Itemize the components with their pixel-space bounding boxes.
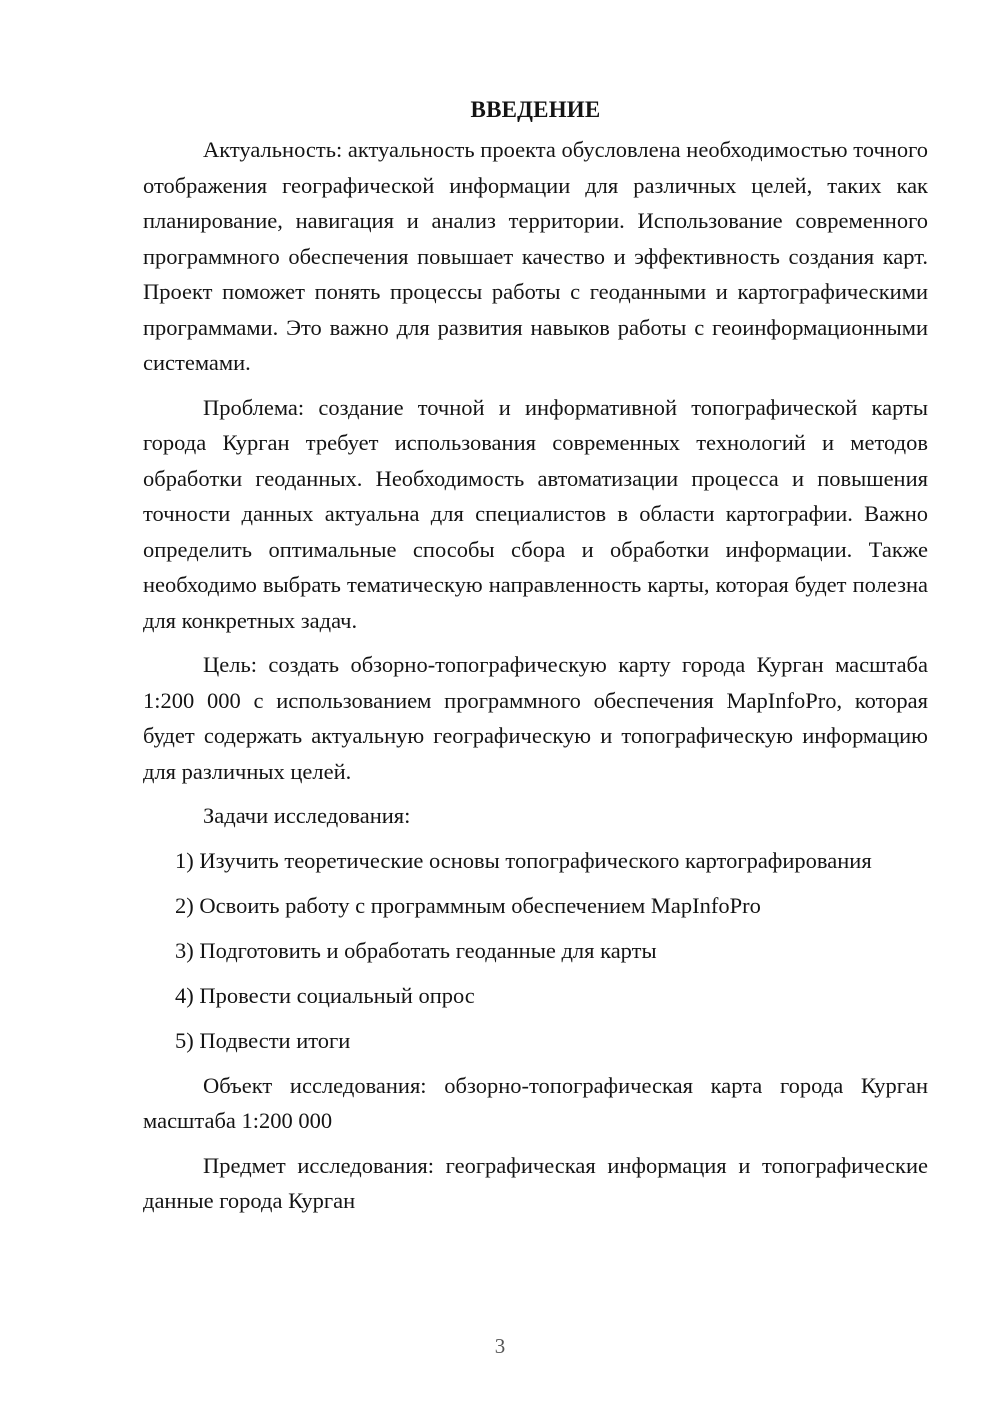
subject-paragraph: Предмет исследования: географическая информация и топографические данные города Курган (143, 1152, 928, 1213)
object-paragraph: Объект исследования: обзорно-топографическая карта города Курган масштаба 1:200 000 (143, 1072, 928, 1133)
task-item-4: 4) Провести социальный опрос (175, 982, 475, 1008)
section-title: ВВЕДЕНИЕ (470, 97, 601, 122)
task-item-3: 3) Подготовить и обработать геоданные для карты (175, 937, 657, 963)
tasks-heading: Задачи исследования: (203, 803, 411, 828)
page-number: 3 (494, 1334, 506, 1358)
problem-paragraph: Проблема: создание точной и информативной топографической карты города Курган требует использования современных технологий и методов обработки геоданных. Необходимость автоматизации процесса и повышения точности данных актуальна для специалистов в области картографии. Важно определить оптимальные способы сбора и обработки информации. Также необходимо выбрать тематическую направленность карты, которая будет полезна для конкретных задач. (143, 394, 928, 633)
document-page (143, 92, 928, 1228)
relevance-paragraph: Актуальность: актуальность проекта обусловлена необходимостью точного отображения географической информации для различных целей, таких как планирование, навигация и анализ территории. Использование современного программного обеспечения повышает качество и эффективность создания карт. Проект поможет понять процессы работы с геоданными и картографическими программами. Это важно для развития навыков работы с геоинформационными системами. (143, 137, 928, 375)
task-item-1: 1) Изучить теоретические основы топографического картографирования (175, 847, 872, 873)
task-item-5: 5) Подвести итоги (175, 1027, 351, 1053)
task-item-2: 2) Освоить работу с программным обеспечением MapInfoPro (175, 892, 761, 918)
goal-paragraph: Цель: создать обзорно-топографическую карту города Курган масштаба 1:200 000 с использованием программного обеспечения MapInfoPro, которая будет содержать актуальную географическую и топографическую информацию для различных целей. (143, 652, 928, 784)
